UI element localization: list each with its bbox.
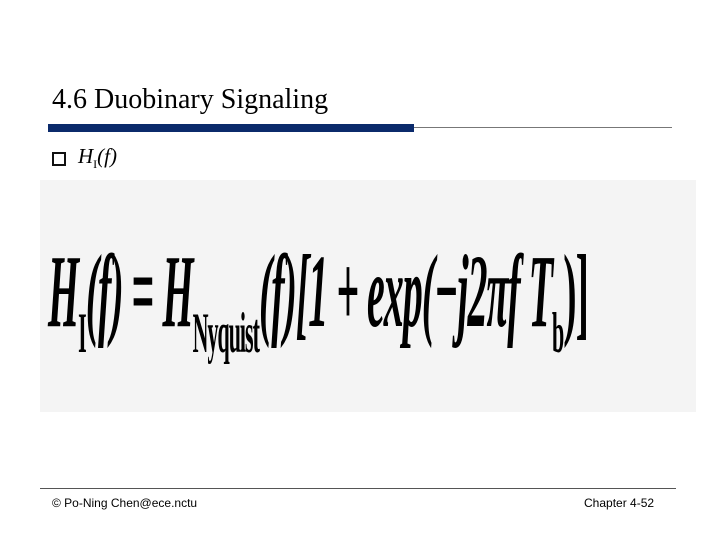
footer-page-number: Chapter 4-52 bbox=[584, 496, 655, 510]
footer-copyright: © Po-Ning Chen@ece.nctu bbox=[52, 496, 198, 510]
checkbox-bullet-icon bbox=[52, 152, 66, 166]
slide-title: 4.6 Duobinary Signaling bbox=[52, 84, 329, 115]
equation-image bbox=[40, 180, 696, 412]
footer-divider bbox=[40, 488, 676, 489]
title-underline-thin bbox=[414, 127, 672, 128]
title-underline-accent bbox=[48, 124, 414, 132]
bullet-item bbox=[52, 143, 117, 172]
bullet-text: $H_I(f)$ bbox=[78, 143, 117, 172]
equation-formula: $H_I(f) = H_{Nyquist}(f)[1 + \exp(-j2\pi f$ $T_b$)] bbox=[48, 232, 588, 366]
